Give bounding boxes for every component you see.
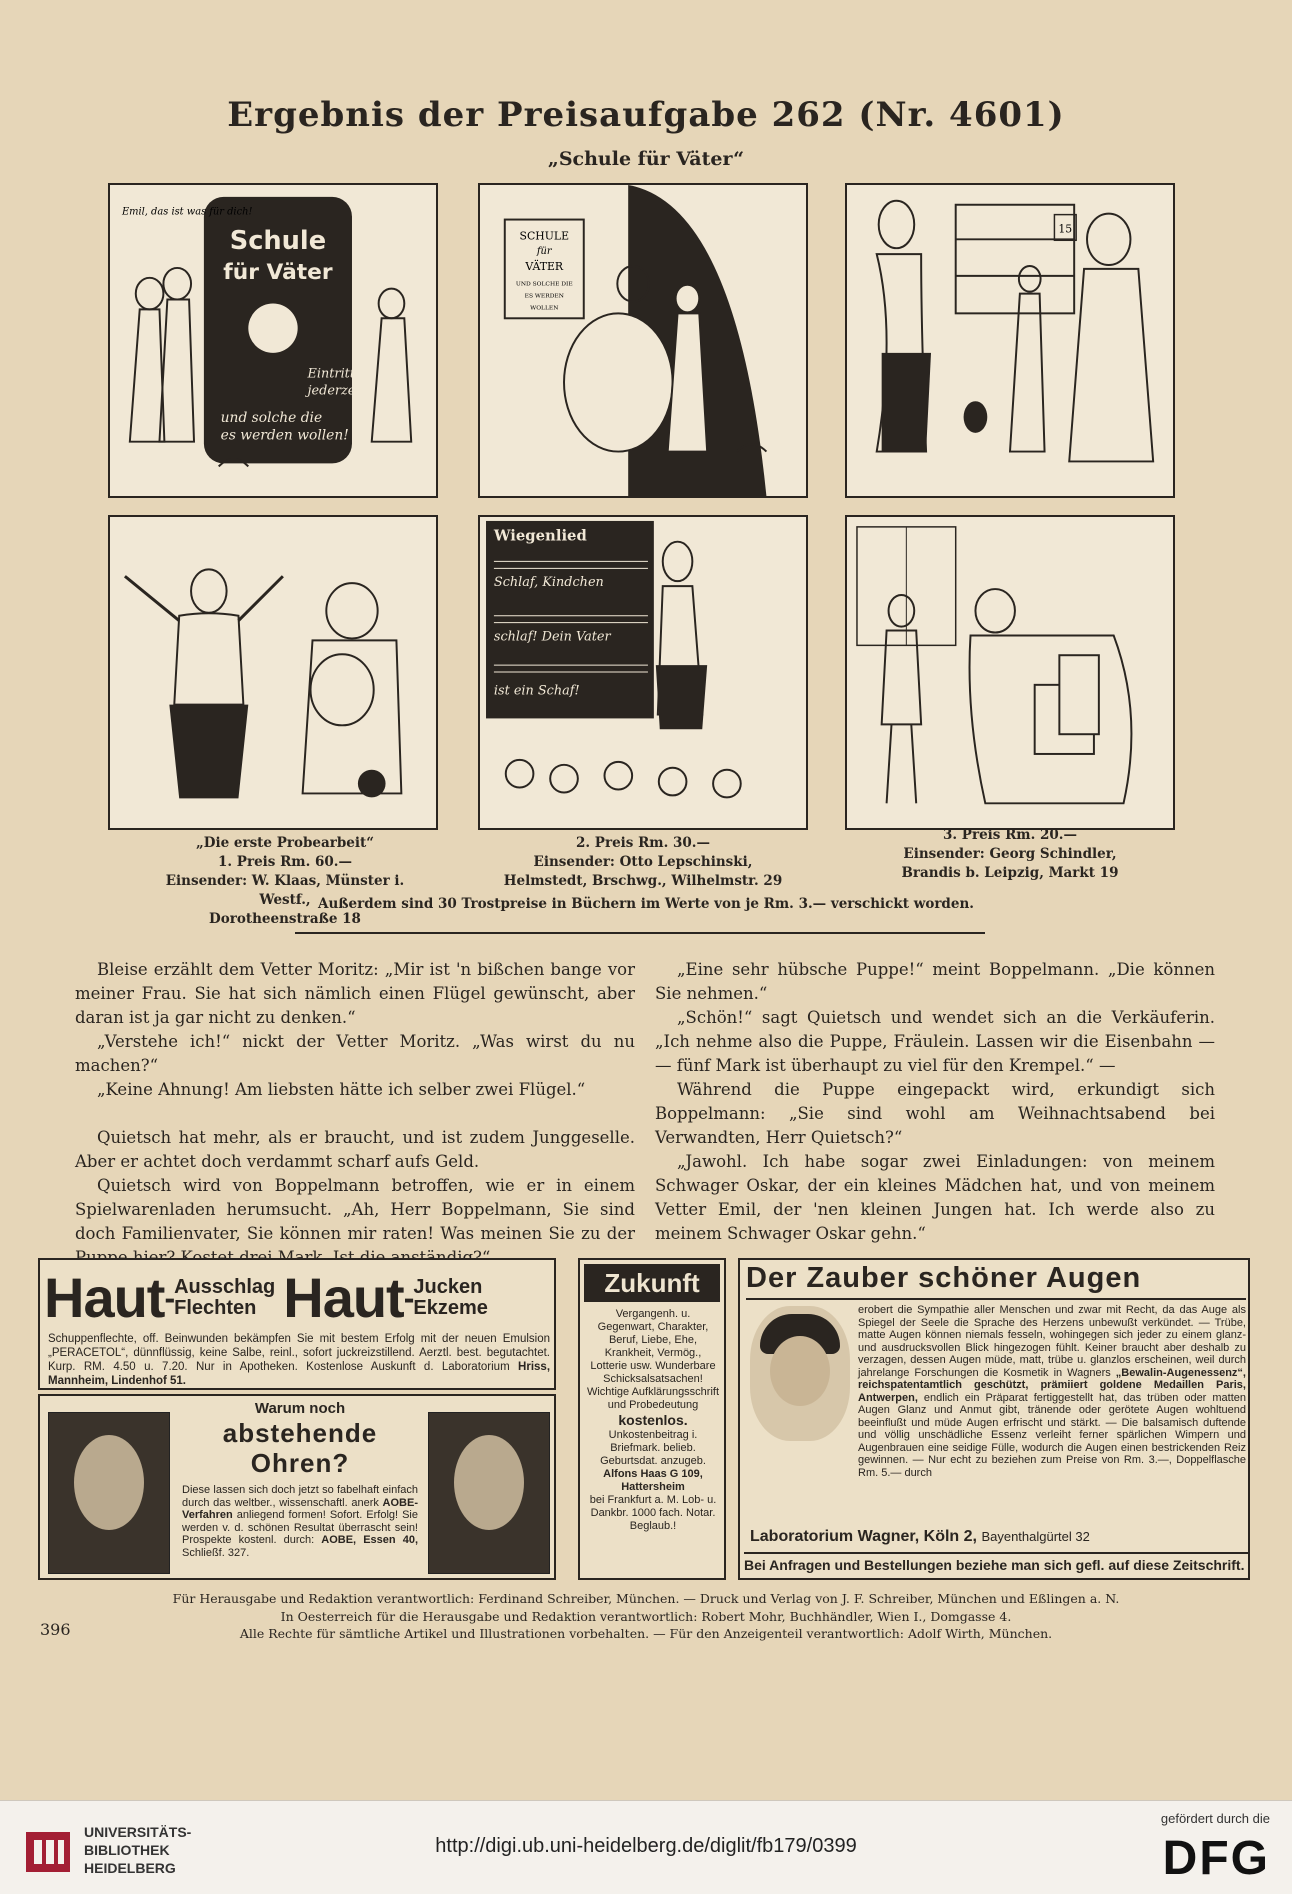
ad-zukunft-free: kostenlos. (618, 1412, 688, 1428)
caption-1-address: Dorotheenstraße 18 (209, 911, 361, 927)
cartoon-1-drawing (110, 185, 436, 496)
story-paragraph: Quietsch wird von Boppelmann betroffen, wie er in einem Spielwarenladen herumsucht. „Ah, Herr Boppelmann, Sie sind doch Familienvater, Sie können mir raten! Was meinen Sie zu der (75, 1176, 635, 1243)
ad-ohren-body2: anliegend formen! Sofort. Erfolg! Sie werden v. d. schönen Resultat überrascht sein! Prospekte kostenl. durch: (182, 1509, 418, 1546)
ad-haut-label-ausschlag: Ausschlag (174, 1276, 276, 1298)
cartoon-panel-2 (478, 183, 808, 498)
cartoon-panel-4 (108, 515, 438, 830)
ad-augen-street: Bayenthalgürtel 32 (981, 1529, 1090, 1544)
ad-haut-dash-2: - (403, 1280, 414, 1316)
ad-haut-word-2: Haut (283, 1266, 404, 1329)
p2-sign-l6: WOLLEN (530, 305, 559, 312)
ad-augen-product: „Bewalin-Augenessenz“, reichspatentamtlich geschützt, prämiiert goldene Medaillen Paris, Antwerpen, (858, 1366, 1246, 1404)
ad-zukunft-city: Hattersheim (621, 1481, 685, 1493)
story-paragraph: „Keine Ahnung! Am liebsten hätte ich selber zwei Flügel.“ (97, 1080, 586, 1099)
imprint-line-2: In Oesterreich für die Herausgabe und Redaktion verantwortlich: Robert Mohr, Buchhändler, Wien I., Domgasse 4. (280, 1609, 1012, 1624)
permalink-url[interactable]: http://digi.ub.uni-heidelberg.de/diglit/fb179/0399 (435, 1835, 857, 1857)
ad-ohren-address: AOBE, Essen 40, (321, 1534, 418, 1546)
library-line-2: BIBLIOTHEK (84, 1842, 170, 1858)
p2-sign-l5: ES WERDEN (524, 293, 564, 300)
ad-haut-labels-2 (413, 1277, 488, 1319)
caption-1 (150, 834, 420, 929)
p2-sign-l3: VÄTER (525, 259, 564, 273)
p5-board-l3: ist ein Schaf! (493, 683, 580, 699)
ad-ohren-l2: abstehende (222, 1418, 378, 1448)
p2-sign-l1: SCHULE (519, 229, 570, 243)
caption-3-sender: Einsender: Georg Schindler, (903, 846, 1117, 862)
dfg-logo[interactable]: DFG (1162, 1832, 1270, 1885)
ad-zukunft-text (586, 1308, 720, 1533)
ad-zukunft (578, 1258, 726, 1580)
p2-sign-l2: für (536, 246, 552, 258)
p1-poster-title1: Schule (229, 226, 327, 257)
cartoon-panel-3 (845, 183, 1175, 498)
ad-augen-portrait (750, 1306, 850, 1441)
caption-2 (478, 834, 808, 891)
ad-haut-company: Hriss, Mannheim, Lindenhof 51. (48, 1361, 551, 1387)
story-column-left (75, 958, 635, 1270)
ad-ohren-l3: Ohren? (250, 1448, 350, 1478)
ad-augen-notice: Bei Anfragen und Bestellungen beziehe man sich gefl. auf diese Zeitschrift. (744, 1552, 1248, 1573)
ad-ohren-photo-left (48, 1412, 170, 1574)
caption-2-address: Helmstedt, Brschwg., Wilhelmstr. 29 (503, 873, 783, 889)
ad-ohren-l1: Warum noch (254, 1400, 346, 1417)
caption-2-prize: 2. Preis Rm. 30.— (576, 835, 710, 851)
ad-zukunft-name: Alfons Haas G 109, (603, 1468, 703, 1480)
p2-sign-l4: UND SOLCHE DIE (515, 281, 573, 288)
ad-haut (38, 1258, 556, 1390)
p3-calendar: 15 (1058, 222, 1073, 236)
page-subtitle: „Schule für Väter“ (547, 148, 745, 170)
sponsor-label: gefördert durch die (1160, 1811, 1270, 1826)
p5-board-l1: Schlaf, Kindchen (493, 575, 604, 591)
page-title: Ergebnis der Preisaufgabe 262 (Nr. 4601) (227, 95, 1065, 135)
page-number: 396 (40, 1620, 71, 1639)
ad-haut-headline (44, 1266, 488, 1329)
ad-ohren-text (182, 1484, 418, 1559)
ad-zukunft-body: Vergangenh. u. Gegenwart, Charakter, Beruf, Liebe, Ehe, Krankheit, Vermög., Lotterie usw. Wunderbare Schicksalsatsachen! Wichtige Aufklärungsschrift und Probedeutung (586, 1308, 720, 1411)
ad-ohren (38, 1394, 556, 1580)
ad-haut-labels-1 (174, 1277, 275, 1319)
imprint-line-3: Alle Rechte für sämtliche Artikel und Illustrationen vorbehalten. — Für den Anzeigenteil verantwortlich: Adolf Wirth, München. (239, 1626, 1053, 1641)
cartoon-5-drawing (480, 517, 806, 828)
story-paragraph: Während die Puppe eingepackt wird, erkundigt sich Boppelmann: „Sie sind wohl am Weihnachtsabend bei Verwandten, Herr Quietsch?“ (655, 1080, 1215, 1147)
ad-ohren-address2: Schließf. 327. (182, 1546, 250, 1559)
cartoon-panel-5 (478, 515, 808, 830)
divider-rule (295, 932, 985, 934)
story-paragraph: „Jawohl. Ich habe sogar zwei Einladungen: von meinem Schwager Oskar, der ein kleines Mädchen hat, und von meinem Vetter Emil, der 'nen kleinen Jungen hat. Ich werde also zu meinem Schwager Oskar gehn.“ (655, 1152, 1215, 1243)
ad-augen-head: Der Zauber schöner Augen (746, 1262, 1142, 1294)
caption-3-prize: 3. Preis Rm. 20.— (943, 827, 1077, 843)
ad-augen-lab-line (750, 1528, 1246, 1546)
ad-zukunft-body3: bei Frankfurt a. M. Lob- u. Dankbr. 1000 fach. Notar. Beglaub.! (589, 1494, 717, 1532)
p1-poster-line2: jederzeit! (307, 383, 370, 399)
ad-zukunft-body2: Unkostenbeitrag i. Briefmark. belieb. Geburtsdat. anzugeb. (600, 1429, 706, 1467)
ad-ohren-photo-right (428, 1412, 550, 1574)
ad-zukunft-head: Zukunft (584, 1264, 720, 1302)
story-paragraph: „Verstehe ich!“ nickt der Vetter Moritz. „Was wirst du nu machen?“ (75, 1032, 635, 1075)
cartoon-4-drawing (110, 517, 436, 828)
caption-3 (860, 826, 1160, 883)
caption-1-title: „Die erste Probearbeit“ (195, 835, 375, 851)
ad-ohren-method: AOBE-Verfahren (182, 1496, 418, 1521)
p5-board-title: Wiegenlied (493, 527, 587, 545)
story-paragraph: Quietsch hat mehr, als er braucht, und ist zudem Junggeselle. Aber er achtet doch verdammt scharf aufs Geld. (75, 1128, 635, 1171)
p1-poster-line1: Eintritt (307, 366, 355, 382)
viewer-footer-bar (0, 1800, 1292, 1894)
ad-haut-body: Schuppenflechte, off. Beinwunden bekämpfen Sie mit bestem Erfolg mit der neuen Emulsion „PERACETOL“, dünnflüssig, keine Salbe, reinl., sofort juckreizstillend. Aerztl. best. begutachtet. Kurp. RM. 4.50 u. 7.20. Nur in Apotheken. Kostenlose Auskunft d. Laboratorium (48, 1333, 550, 1373)
cartoon-3-drawing (847, 185, 1173, 496)
ad-ohren-body: Diese lassen sich doch jetzt so fabelhaft einfach durch das weltber., wissenschaftl. anerk (182, 1484, 418, 1509)
library-line-3: HEIDELBERG (84, 1860, 176, 1876)
cartoon-panel-1 (108, 183, 438, 498)
story-column-right (655, 958, 1215, 1246)
ad-augen (738, 1258, 1250, 1580)
ad-augen-body2: endlich ein Präparat fertiggestellt hat, das trüben oder matten Augen Glanz und Anmut gibt, tränende oder gerötete Augen wohltuend beeinflußt und müde Augen erfrischt und stärkt. — Die balsamisch duftende und völlig unschädliche Essenz verleiht ferner spärlichen Wimpern und Augenbrauen eine seidige Fülle, wodurch die Augen einen bestrickenden Reiz gewinnen. — Nur echt zu beziehen zum Preise von Rm. 3.—, Doppelflasche Rm. 5.— durch (858, 1391, 1246, 1479)
caption-3-address: Brandis b. Leipzig, Markt 19 (901, 865, 1119, 881)
story-paragraph: „Eine sehr hübsche Puppe!“ meint Boppelmann. „Die können Sie nehmen.“ (655, 960, 1215, 1003)
p5-board-l2: schlaf! Dein Vater (493, 629, 611, 645)
ad-haut-label-jucken: Jucken (413, 1276, 483, 1298)
ad-augen-lab: Laboratorium Wagner, Köln 2, (750, 1528, 977, 1545)
cartoon-6-drawing (847, 517, 1173, 828)
ad-augen-text (858, 1304, 1246, 1479)
p1-speech: Emil, das ist was für dich! (121, 206, 253, 218)
ad-haut-label-flechten: Flechten (174, 1297, 257, 1319)
imprint-line-1: Für Herausgabe und Redaktion verantwortlich: Ferdinand Schreiber, München. — Druck und Verlag von J. F. Schreiber, München und Eßlingen a. N. (172, 1591, 1120, 1606)
caption-1-sender: Einsender: W. Klaas, Münster i. Westf., (165, 873, 405, 908)
story-paragraph: „Schön!“ sagt Quietsch und wendet sich an die Verkäuferin. „Ich nehme also die Puppe, Fräulein. Lassen wir die Eisenbahn — — fünf Mark ist überhaupt zu viel für den Krempel.“ — (655, 1008, 1215, 1075)
story-paragraph: Bleise erzählt dem Vetter Moritz: „Mir ist 'n bißchen bange vor meiner Frau. Sie hat sich nämlich einen Flügel gewünscht, aber daran ist ja gar nicht zu denken.“ (75, 960, 635, 1027)
p1-poster-line3: und solche die (220, 409, 323, 426)
consolation-prizes-note: Außerdem sind 30 Trostpreise in Büchern im Werte von je Rm. 3.— verschickt worden. (318, 896, 974, 912)
cartoon-2-drawing (480, 185, 806, 496)
p1-poster-line4: es werden wollen! (220, 427, 349, 444)
ad-haut-dash-1: - (164, 1280, 175, 1316)
ad-haut-word-1: Haut (44, 1266, 165, 1329)
caption-2-sender: Einsender: Otto Lepschinski, (533, 854, 753, 870)
p1-poster-title2: für Väter (223, 259, 333, 285)
library-line-1: UNIVERSITÄTS- (84, 1824, 192, 1840)
caption-1-prize: 1. Preis Rm. 60.— (218, 854, 352, 870)
ad-haut-text (48, 1332, 550, 1388)
ad-haut-label-ekzeme: Ekzeme (413, 1297, 488, 1319)
cartoon-panel-6 (845, 515, 1175, 830)
ad-augen-body: erobert die Sympathie aller Menschen und zwar mit Recht, da das Auge als Spiegel der Seele die Sprache des Herzens unbewußt verkündet. — Trübe, matte Augen können niemals fesseln, wohingegen sich jeder zu einem glanz- und ausdrucksvollen Blick hingezogen fühlt. Keiner braucht aber deshalb zu verzagen, dessen Augen müde, matt, trübe u. glanzlos erscheinen, weil durch jahrelange Forschungen die Kosmetik in Wagners (858, 1304, 1246, 1379)
